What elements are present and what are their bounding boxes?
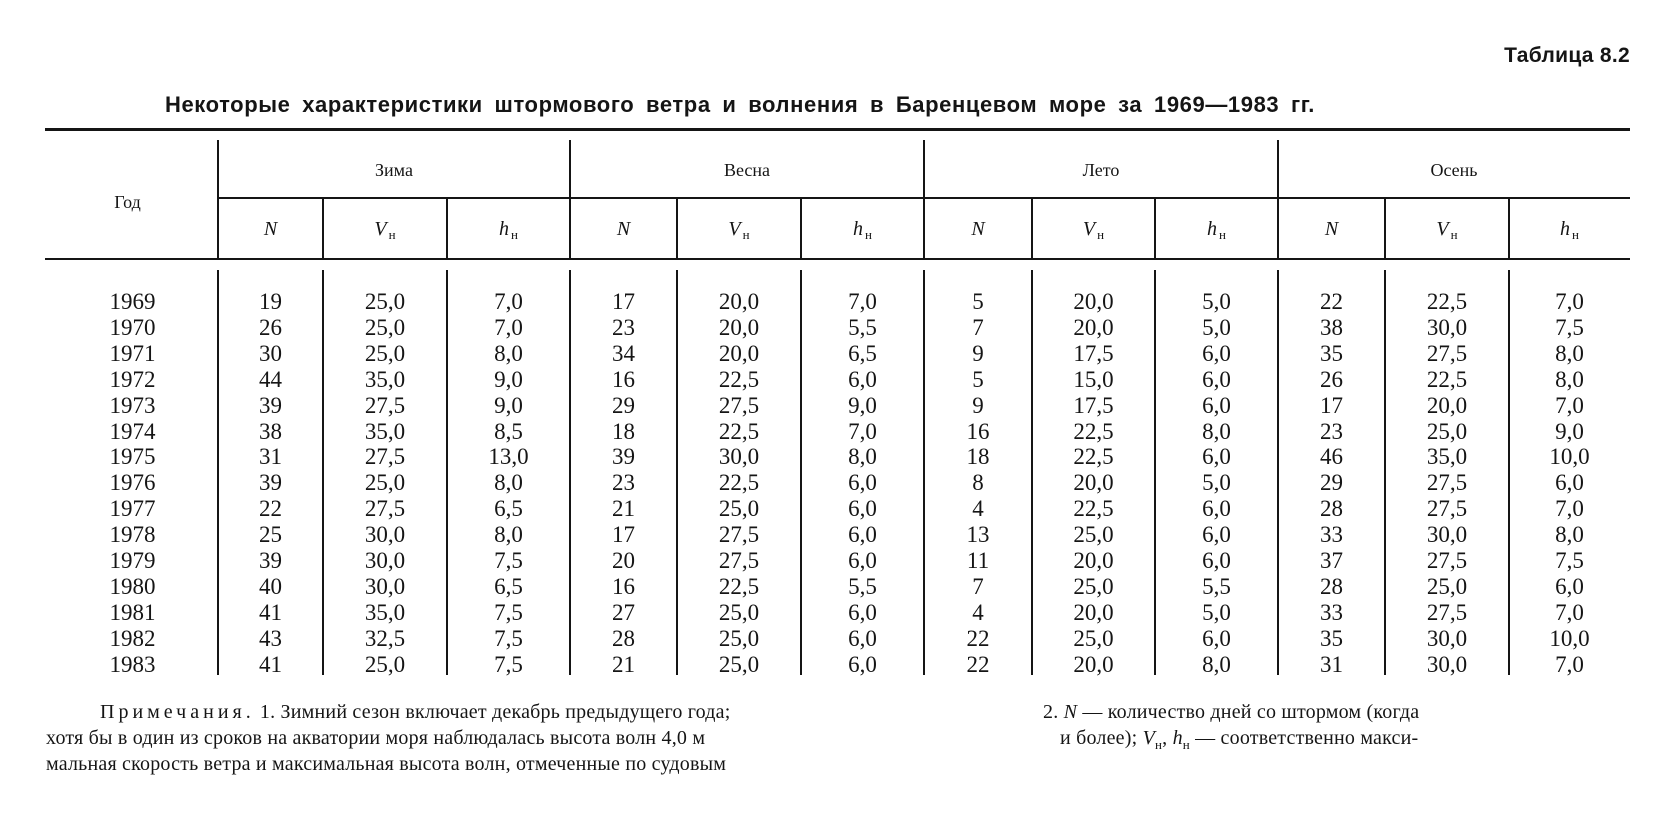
column-header <box>1278 218 1385 241</box>
table-cell: 7 <box>972 574 984 599</box>
column-symbol: N <box>616 218 631 240</box>
table-cell: 20,0 <box>718 289 760 314</box>
table-cell: 31 <box>259 444 282 469</box>
column-header <box>677 218 801 243</box>
column-symbol: V <box>374 218 387 240</box>
table-cell: 27 <box>612 600 635 625</box>
table-cell: 25 <box>259 522 282 547</box>
note-line-2b: и более); $V_н$, $h_н$ — соответственно макси- <box>1060 727 1419 752</box>
table-cell: 6,0 <box>848 470 877 495</box>
table-cell: 8,0 <box>1555 522 1584 547</box>
table-cell: 33 <box>1320 600 1343 625</box>
column-header <box>447 218 570 243</box>
table-cell: 30,0 <box>364 522 406 547</box>
column-subscript: н <box>865 227 872 242</box>
table-cell: 27,5 <box>718 393 760 418</box>
table-cell: 6,0 <box>1555 574 1584 599</box>
table-cell: 25,0 <box>718 652 760 677</box>
column-header <box>323 218 447 243</box>
table-cell: 23 <box>1320 419 1343 444</box>
table-cell: 17 <box>612 289 635 314</box>
row-year: 1971 <box>109 341 156 366</box>
note-line-1b: 2. N — количество дней со штормом (когда <box>1043 701 1420 723</box>
table-cell: 25,0 <box>718 626 760 651</box>
table-cell: 6,0 <box>1555 470 1584 495</box>
table-cell: 7,0 <box>1555 652 1584 677</box>
table-cell: 27,5 <box>1426 548 1468 573</box>
table-cell: 44 <box>259 367 282 392</box>
table-cell: 20,0 <box>1073 652 1114 677</box>
table-cell: 35 <box>1320 626 1343 651</box>
table-cell: 27,5 <box>1426 496 1468 521</box>
table-cell: 22,5 <box>1073 444 1114 469</box>
row-year: 1982 <box>109 626 156 651</box>
column-header <box>1032 218 1155 243</box>
row-year: 1976 <box>109 470 156 495</box>
table-cell: 5,0 <box>1202 289 1231 314</box>
note-line-3a: мальная скорость ветра и максимальная высота волн, отмеченные по судовым <box>46 753 727 775</box>
table-cell: 22,5 <box>718 367 760 392</box>
table-cell: 8,0 <box>848 444 877 469</box>
table-cell: 35 <box>1320 341 1343 366</box>
table-cell: 35,0 <box>364 419 406 444</box>
column-divider <box>322 199 324 258</box>
table-cell: 22,5 <box>718 574 760 599</box>
table-cell: 9 <box>972 393 984 418</box>
table-cell: 22 <box>966 652 990 677</box>
column-header <box>1509 218 1630 243</box>
column-subscript: н <box>1097 227 1105 242</box>
column-subscript: н <box>511 227 518 242</box>
table-cell: 39 <box>259 470 282 495</box>
table-cell: 30,0 <box>364 574 406 599</box>
table-cell: 25,0 <box>1426 574 1468 599</box>
table-cell: 4 <box>972 600 984 625</box>
table-cell: 7,0 <box>1555 289 1584 314</box>
table-cell: 29 <box>612 393 635 418</box>
note-line-1a <box>100 700 731 724</box>
table-cell: 17 <box>1320 393 1343 418</box>
table-cell: 6,0 <box>1202 341 1231 366</box>
column-header <box>801 218 924 243</box>
season-header: Весна <box>723 160 771 180</box>
column-divider <box>676 199 678 258</box>
table-cell: 4 <box>972 496 984 521</box>
table-cell: 22,5 <box>1426 289 1468 314</box>
table-cell: 11 <box>966 548 990 573</box>
table-cell: 9,0 <box>1555 419 1584 444</box>
note-1-text: 1. Зимний сезон включает декабрь предыдущего года; <box>254 701 731 723</box>
table-cell: 8,5 <box>494 419 523 444</box>
table-cell: 6,0 <box>1202 548 1231 573</box>
table-cell: 16 <box>966 419 990 444</box>
table-cell: 25,0 <box>1073 574 1114 599</box>
table-cell: 25,0 <box>364 341 406 366</box>
table-cell: 20,0 <box>718 315 760 340</box>
table-cell: 7,0 <box>1555 393 1584 418</box>
row-year: 1977 <box>109 496 156 521</box>
table-cell: 35,0 <box>364 600 406 625</box>
table-cell: 27,5 <box>718 522 760 547</box>
table-cell: 15,0 <box>1073 367 1114 392</box>
column-symbol: N <box>263 218 278 240</box>
table-cell: 8,0 <box>1202 652 1231 677</box>
column-subscript: н <box>1450 227 1458 242</box>
table-cell: 6,0 <box>1202 626 1231 651</box>
table-cell: 7,0 <box>494 315 523 340</box>
column-symbol: N <box>971 218 985 240</box>
column-divider <box>800 199 802 258</box>
column-subscript: н <box>1572 227 1579 242</box>
season-divider <box>569 140 571 258</box>
table-cell: 5,5 <box>848 574 877 599</box>
column-subscript: н <box>388 227 396 242</box>
table-cell: 28 <box>1320 496 1343 521</box>
table-cell: 6,0 <box>848 652 877 677</box>
table-cell: 5,0 <box>1202 315 1231 340</box>
table-cell: 30,0 <box>1426 522 1468 547</box>
column-symbol: N <box>1324 218 1339 240</box>
table-cell: 27,5 <box>718 548 760 573</box>
column-symbol: V <box>1436 218 1449 240</box>
table-cell: 8,0 <box>494 522 523 547</box>
row-year: 1983 <box>109 652 156 677</box>
table-cell: 41 <box>259 600 282 625</box>
header-bottom-rule <box>45 258 1630 260</box>
table-cell: 27,5 <box>1426 470 1468 495</box>
table-cell: 39 <box>259 393 282 418</box>
table-cell: 33 <box>1320 522 1343 547</box>
table-cell: 5,5 <box>848 315 877 340</box>
table-cell: 21 <box>612 652 635 677</box>
table-cell: 25,0 <box>718 600 760 625</box>
table-cell: 7,0 <box>848 419 877 444</box>
table-cell: 26 <box>1320 367 1343 392</box>
table-cell: 34 <box>612 341 635 366</box>
table-cell: 27,5 <box>364 393 406 418</box>
table-cell: 23 <box>612 315 635 340</box>
table-cell: 20,0 <box>1073 470 1114 495</box>
column-header <box>1385 218 1509 243</box>
table-cell: 7,0 <box>848 289 877 314</box>
season-divider <box>923 140 925 258</box>
table-cell: 7,5 <box>494 548 523 573</box>
table-cell: 25,0 <box>364 289 406 314</box>
table-cell: 46 <box>1320 444 1343 469</box>
column-symbol: V <box>1082 218 1096 240</box>
table-cell: 22 <box>966 626 990 651</box>
table-cell: 31 <box>1320 652 1343 677</box>
table-cell: 7,5 <box>1555 548 1584 573</box>
table-cell: 7,5 <box>494 600 523 625</box>
column-subscript: н <box>742 227 750 242</box>
season-header: Зима <box>375 160 413 180</box>
table-cell: 23 <box>612 470 635 495</box>
table-cell: 20,0 <box>1073 600 1114 625</box>
notes-heading: Примечания. <box>100 701 255 723</box>
table-cell: 30,0 <box>364 548 406 573</box>
season-header: Осень <box>1430 160 1478 180</box>
table-cell: 6,5 <box>848 341 877 366</box>
table-cell: 18 <box>612 419 635 444</box>
table-cell: 26 <box>259 315 282 340</box>
table-cell: 20,0 <box>1073 548 1114 573</box>
row-year: 1973 <box>109 393 156 418</box>
row-year: 1975 <box>109 444 156 469</box>
table-cell: 30 <box>259 341 282 366</box>
table-cell: 5,0 <box>1202 470 1231 495</box>
table-top-rule <box>45 128 1630 131</box>
table-cell: 6,0 <box>848 496 877 521</box>
table-cell: 25,0 <box>1073 626 1114 651</box>
table-cell: 6,0 <box>848 522 877 547</box>
table-cell: 39 <box>612 444 635 469</box>
table-cell: 6,0 <box>1202 367 1231 392</box>
table-cell: 39 <box>259 548 282 573</box>
table-cell: 8,0 <box>494 341 523 366</box>
column-divider <box>1508 199 1510 258</box>
table-cell: 6,0 <box>1202 444 1231 469</box>
row-year: 1980 <box>109 574 156 599</box>
table-cell: 43 <box>259 626 282 651</box>
table-cell: 41 <box>259 652 282 677</box>
table-cell: 20,0 <box>1426 393 1468 418</box>
column-divider <box>1154 199 1156 258</box>
table-cell: 20,0 <box>1073 289 1114 314</box>
table-cell: 25,0 <box>1073 522 1114 547</box>
table-cell: 9,0 <box>848 393 877 418</box>
note-2-text: — количество дней со штормом (когда <box>1077 701 1420 723</box>
table-cell: 9,0 <box>494 393 523 418</box>
row-year: 1972 <box>109 367 156 392</box>
row-year: 1981 <box>109 600 156 625</box>
table-cell: 21 <box>612 496 635 521</box>
table-cell: 6,0 <box>1202 522 1231 547</box>
table-cell: 17 <box>612 522 635 547</box>
table-cell: 28 <box>1320 574 1343 599</box>
column-symbol: h <box>853 218 864 240</box>
table-cell: 6,0 <box>1202 393 1231 418</box>
table-cell: 13,0 <box>488 444 529 469</box>
table-cell: 6,0 <box>848 548 877 573</box>
table-cell: 5 <box>972 289 984 314</box>
table-cell: 13 <box>966 522 990 547</box>
table-cell: 7,0 <box>494 289 523 314</box>
table-cell: 7,5 <box>1555 315 1584 340</box>
table-cell: 40 <box>259 574 282 599</box>
table-cell: 9,0 <box>494 367 523 392</box>
table-cell: 10,0 <box>1549 626 1590 651</box>
table-cell: 16 <box>612 574 635 599</box>
table-cell: 18 <box>966 444 990 469</box>
row-year: 1978 <box>109 522 156 547</box>
table-cell: 10,0 <box>1549 444 1590 469</box>
column-header <box>570 218 677 241</box>
table-cell: 22,5 <box>1073 496 1114 521</box>
table-cell: 37 <box>1320 548 1343 573</box>
table-cell: 25,0 <box>364 652 406 677</box>
table-cell: 20 <box>612 548 635 573</box>
table-cell: 22,5 <box>718 419 760 444</box>
column-symbol: h <box>1207 218 1218 240</box>
row-year: 1974 <box>109 419 156 444</box>
season-divider <box>1277 140 1279 258</box>
column-subscript: н <box>1219 227 1226 242</box>
note-line-2a: хотя бы в один из сроков на акватории моря наблюдалась высота волн 4,0 м <box>46 727 706 749</box>
table-cell: 25,0 <box>1426 419 1468 444</box>
column-symbol: h <box>499 218 510 240</box>
table-cell: 17,5 <box>1073 393 1114 418</box>
table-cell: 38 <box>1320 315 1343 340</box>
table-cell: 8 <box>972 470 984 495</box>
table-cell: 22 <box>259 496 282 521</box>
table-cell: 35,0 <box>364 367 406 392</box>
table-cell: 20,0 <box>718 341 760 366</box>
header-year: Год <box>114 192 141 212</box>
table-cell: 38 <box>259 419 282 444</box>
table-cell: 30,0 <box>718 444 760 469</box>
table-cell: 19 <box>259 289 282 314</box>
table-caption: Некоторые характеристики штормового ветра и волнения в Баренцевом море за 1969—1983 гг. <box>164 92 1316 117</box>
table-cell: 7,5 <box>494 626 523 651</box>
table-cell: 5 <box>972 367 984 392</box>
table-cell: 6,0 <box>848 600 877 625</box>
table-cell: 28 <box>612 626 635 651</box>
column-header <box>924 218 1032 241</box>
table-cell: 7 <box>972 315 984 340</box>
table-cell: 32,5 <box>364 626 406 651</box>
table-cell: 30,0 <box>1426 315 1468 340</box>
table-cell: 29 <box>1320 470 1343 495</box>
table-cell: 6,5 <box>494 496 523 521</box>
table-cell: 8,0 <box>494 470 523 495</box>
table-cell: 27,5 <box>1426 341 1468 366</box>
table-cell: 22,5 <box>1073 419 1114 444</box>
table-number-label: Таблица 8.2 <box>1504 44 1630 67</box>
table-cell: 22,5 <box>1426 367 1468 392</box>
table-cell: 25,0 <box>718 496 760 521</box>
column-symbol: V <box>728 218 741 240</box>
table-cell: 22,5 <box>718 470 760 495</box>
season-divider <box>217 140 219 258</box>
table-cell: 30,0 <box>1426 652 1468 677</box>
table-cell: 17,5 <box>1073 341 1114 366</box>
table-cell: 27,5 <box>364 444 406 469</box>
table-cell: 7,0 <box>1555 600 1584 625</box>
row-year: 1979 <box>109 548 156 573</box>
table-cell: 22 <box>1320 289 1343 314</box>
column-divider <box>1384 199 1386 258</box>
table-cell: 5,5 <box>1202 574 1231 599</box>
table-cell: 25,0 <box>364 315 406 340</box>
table-cell: 27,5 <box>1426 600 1468 625</box>
table-cell: 8,0 <box>1555 367 1584 392</box>
table-cell: 20,0 <box>1073 315 1114 340</box>
table-cell: 30,0 <box>1426 626 1468 651</box>
column-symbol: h <box>1560 218 1571 240</box>
row-year: 1970 <box>109 315 156 340</box>
column-header <box>218 218 323 241</box>
table-cell: 6,0 <box>1202 496 1231 521</box>
table-cell: 5,0 <box>1202 600 1231 625</box>
season-header: Лето <box>1082 160 1120 180</box>
table-cell: 27,5 <box>364 496 406 521</box>
table-cell: 6,5 <box>494 574 523 599</box>
table-cell: 7,5 <box>494 652 523 677</box>
column-divider <box>446 199 448 258</box>
table-cell: 8,0 <box>1555 341 1584 366</box>
table-cell: 16 <box>612 367 635 392</box>
column-divider <box>1031 199 1033 258</box>
row-year: 1969 <box>109 289 156 314</box>
table-cell: 7,0 <box>1555 496 1584 521</box>
table-cell: 25,0 <box>364 470 406 495</box>
table-cell: 6,0 <box>848 367 877 392</box>
table-cell: 8,0 <box>1202 419 1231 444</box>
table-cell: 9 <box>972 341 984 366</box>
table-cell: 35,0 <box>1426 444 1468 469</box>
column-header <box>1155 218 1278 243</box>
table-cell: 6,0 <box>848 626 877 651</box>
